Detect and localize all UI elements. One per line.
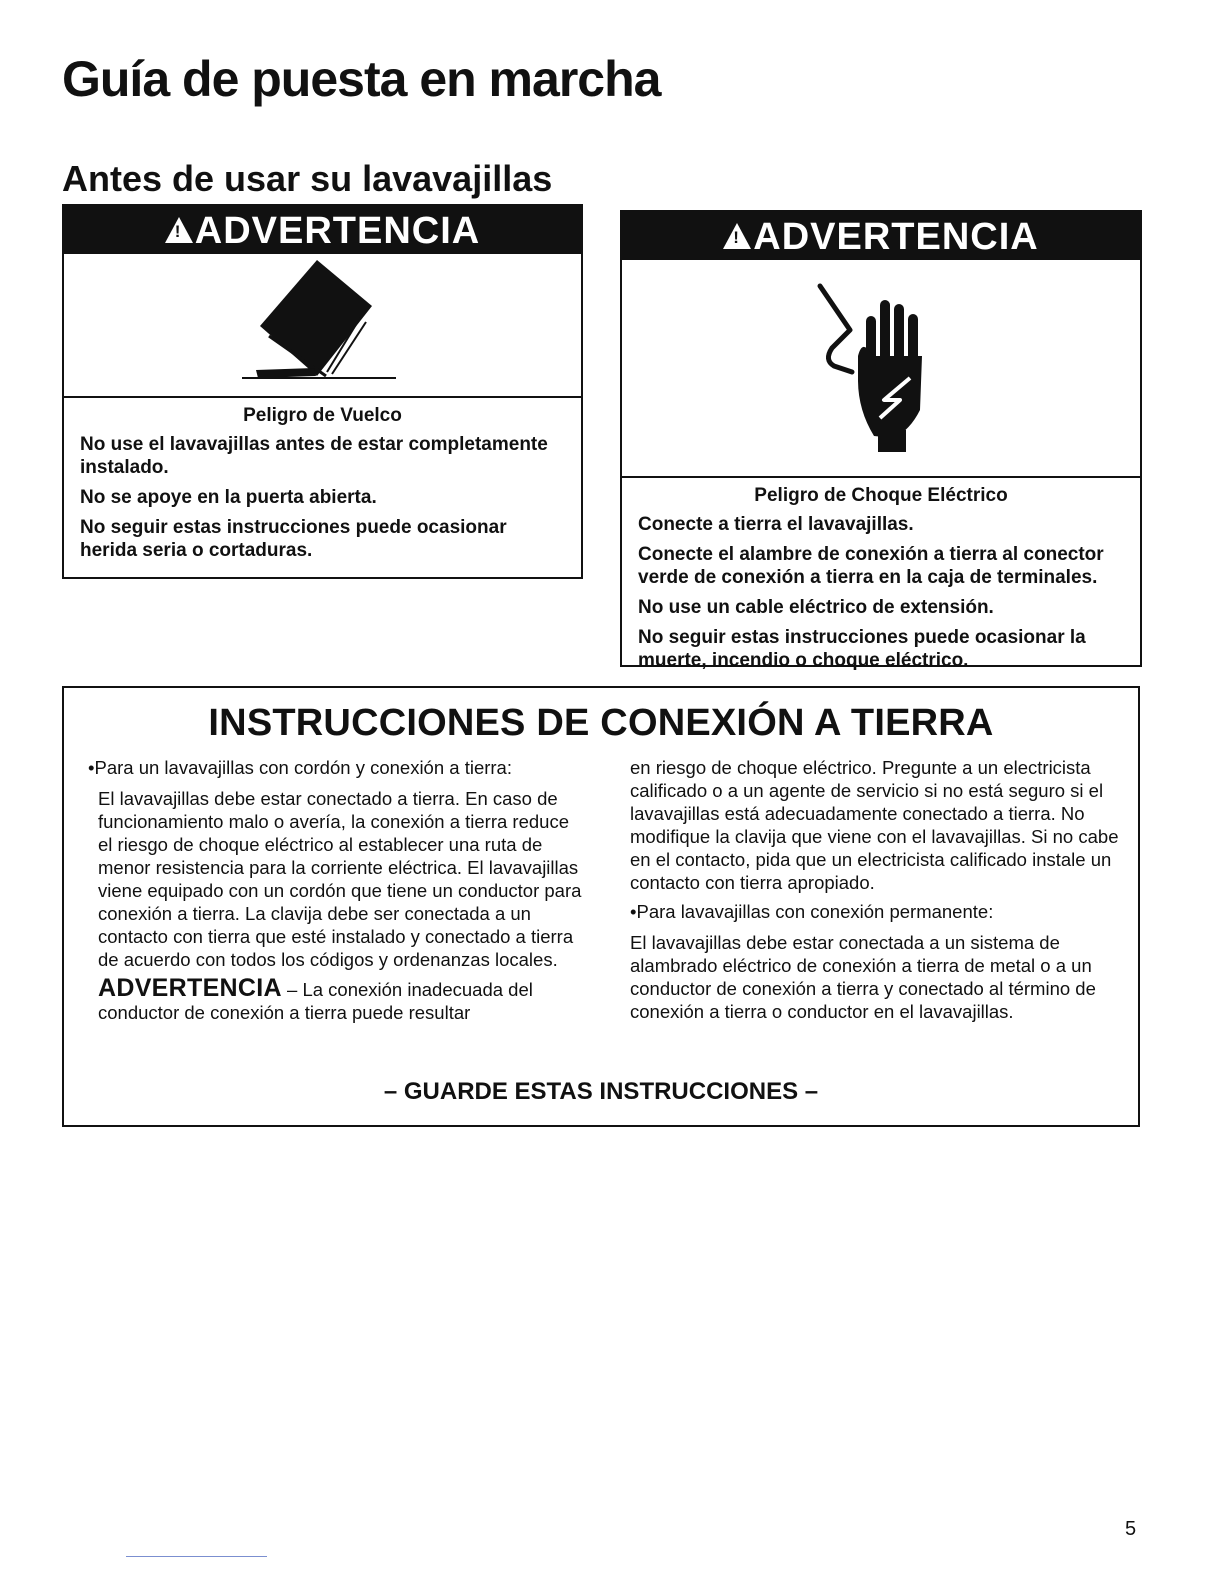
save-instructions-footer: – GUARDE ESTAS INSTRUCCIONES – (383, 1078, 819, 1105)
grounding-left-column (88, 756, 588, 1024)
warning-header (64, 206, 581, 254)
grounding-right-column (630, 756, 1120, 1029)
warning-line: No use el lavavajillas antes de estar completamente instalado. (80, 434, 548, 478)
tip-over-warning-box (62, 204, 583, 579)
warning-line: Conecte el alambre de conexión a tierra al conector verde de conexión a tierra en la caja de terminales. (638, 544, 1104, 588)
electric-shock-pictogram-area (622, 260, 1140, 478)
bullet-label: Para lavavajillas con conexión permanente: (636, 901, 994, 922)
warning-header-label: ADVERTENCIA (753, 216, 1039, 258)
warning-line: No seguir estas instrucciones puede ocasionar herida seria o cortaduras. (80, 517, 507, 561)
bullet-icon: • (630, 901, 637, 922)
warning-line: No seguir estas instrucciones puede ocasionar la muerte, incendio o choque eléctrico. (638, 627, 1086, 671)
warning-header (622, 212, 1140, 260)
inline-warning (98, 974, 588, 1024)
warning-line: No se apoye en la puerta abierta. (80, 487, 377, 508)
bullet-label: Para un lavavajillas con cordón y conexión a tierra: (94, 757, 512, 778)
warning-line: No use un cable eléctrico de extensión. (638, 597, 994, 618)
hazard-title: Peligro de Vuelco (243, 405, 402, 426)
warning-header-label: ADVERTENCIA (194, 210, 481, 252)
bullet-item (88, 756, 588, 779)
continued-text: en riesgo de choque eléctrico. Pregunte a un electricista calificado o a un agente de servicio si no está seguro si el lavavajillas está adecuadamente conectado a tierra. No modifique la clavija que viene con el lavavajillas. Si no cabe en el contacto, pida que un electricista calificado instale un contacto con tierra apropiado. (630, 757, 1119, 893)
electric-shock-warning-box (620, 210, 1142, 671)
bullet-icon: • (88, 757, 95, 778)
tip-over-pictogram-area (64, 254, 581, 398)
grounding-title: INSTRUCCIONES DE CONEXIÓN A TIERRA (208, 702, 994, 744)
inline-warning-text: – La conexión inadecuada del conductor de conexión a tierra puede resultar (98, 979, 533, 1023)
bullet-body: El lavavajillas debe estar conectada a un sistema de alambrado eléctrico de conexión a tierra de metal o a un conductor de conexión a tierra y conectado al término de conexión a tierra o conductor en el lavavajillas. (630, 932, 1096, 1022)
electric-shock-hand-icon (622, 260, 1144, 476)
footer-rule (126, 1556, 267, 1557)
bullet-body: El lavavajillas debe estar conectado a tierra. En caso de funcionamiento malo o avería, la conexión a tierra reduce el riesgo de choque eléctrico al establecer una ruta de menor resistencia para la corriente eléctrica. El lavavajillas viene equipado con un cordón que tiene un conductor para conexión a tierra. La clavija debe ser conectada a un contacto con tierra que esté instalado y conectado a tierra de acuerdo con todos los códigos y ordenanzas locales. (98, 788, 582, 970)
warning-triangle-icon (165, 217, 193, 243)
section-title: Antes de usar su lavavajillas (62, 158, 553, 199)
warning-triangle-icon (723, 223, 751, 249)
inline-warning-word: ADVERTENCIA (98, 974, 282, 1002)
page-title: Guía de puesta en marcha (62, 51, 661, 107)
page-number: 5 (1125, 1518, 1137, 1540)
warning-line: Conecte a tierra el lavavajillas. (638, 514, 914, 535)
tip-over-icon (64, 254, 585, 396)
bullet-item (630, 900, 1120, 923)
grounding-instructions-box (62, 686, 1140, 1127)
tip-over-warning-text (64, 398, 581, 577)
hazard-title: Peligro de Choque Eléctrico (754, 485, 1008, 506)
electric-shock-warning-text (622, 478, 1140, 687)
